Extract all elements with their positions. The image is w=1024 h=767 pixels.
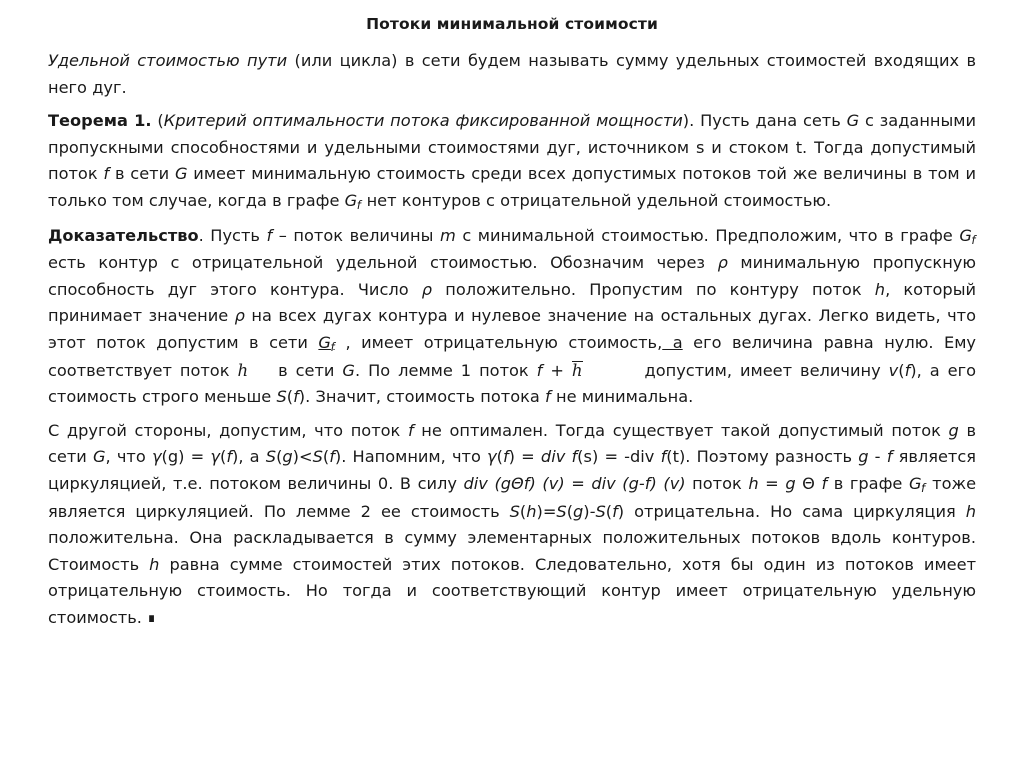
qed-square: ∎	[147, 610, 156, 627]
paren-open: (	[898, 360, 905, 380]
converse-eq-2: =	[515, 447, 541, 467]
converse-text-1: С другой стороны, допустим, что поток	[48, 420, 408, 440]
converse-eq-3: = -	[598, 447, 631, 467]
proof-text-6: положительно. Пропустим по контуру поток	[432, 279, 875, 299]
symbol-residual-sub-f: f	[330, 340, 335, 355]
definition-term: Удельной стоимостью пути	[48, 51, 288, 70]
proof-label: Доказательство	[48, 225, 199, 245]
symbol-residual-graph-gf	[908, 473, 926, 496]
proof-text-12: в сети	[270, 360, 343, 380]
page-title: Потоки минимальной стоимости	[366, 15, 658, 33]
paragraph-theorem-1: Теорема 1. (Критерий оптимальности потока фиксированной мощности). Пусть дана сеть G с заданными пропускными способностями и удельными стоимостями дуг, источником s и стоком t. Тогда допустимый поток f в сети G имеет минимальную стоимость среди всех допустимых потоков той же величины в том и только том случае, когда в графе $G_f$ нет контуров с отрицательной удельной стоимостью.	[48, 111, 976, 213]
operator-div: div	[540, 447, 566, 467]
operator-less-than: <	[299, 447, 313, 467]
symbol-cost-S: S	[556, 501, 567, 521]
symbol-flow-g: g	[858, 447, 869, 467]
theorem-part-4: имеет минимальную стоимость среди всех допустимых потоков той же величины в том и только том случае, когда в графе	[48, 164, 976, 210]
converse-text-11: тоже является циркуляцией. По лемме 2 ее стоимость	[48, 473, 977, 521]
symbol-residual-sub-f: f	[971, 233, 976, 248]
symbol-residual-sub-f: f	[921, 481, 926, 496]
symbol-flow-g: g	[573, 501, 584, 521]
converse-text-10: в графе	[827, 473, 909, 493]
converse-text-7: . Поэтому разность	[685, 447, 859, 467]
proof-text-16: , а его стоимость строго меньше	[48, 360, 976, 407]
symbol-flow-f: f	[293, 387, 299, 407]
symbol-h-bar: h	[571, 360, 583, 380]
symbol-cost-S: S	[509, 501, 520, 521]
proof-text-9: , имеет отрицательную стоимость,	[335, 332, 663, 352]
symbol-network-g: G	[93, 447, 106, 467]
symbol-v: v	[888, 360, 899, 380]
theorem-label: Теорема 1.	[48, 111, 152, 131]
paragraph-proof: Доказательство. Пусть f – поток величины m с минимальной стоимостью. Предположим, что в графе $G_f$ есть контур с отрицательной удельной стоимостью. Обозначим через ρ минимальную пропускную способность дуг этого контура. Число ρ положительно. Пропустим по контуру поток h, который принимает значение ρ на всех дугах контура и нулевое значение на остальных дугах. Легко видеть, что этот поток допустим в сети $G_f$ , имеет отрицательную стоимость, а его величина равна нулю. Ему соответствует поток h в сети G. По лемме 1 поток f + h допустим, имеет величину v(f), а его стоимость строго меньше S(f). Значит, стоимость потока f не минимальна.	[48, 225, 976, 407]
symbol-flow-f: f	[103, 164, 110, 184]
symbol-flow-f: f	[571, 447, 578, 467]
paren-close: )	[910, 360, 917, 380]
symbol-flow-f: f	[502, 447, 509, 467]
symbol-flow-f: f	[886, 447, 893, 467]
symbol-sink-t: t	[672, 447, 679, 467]
symbol-flow-g: g	[785, 473, 796, 493]
converse-text-3: в сети	[48, 420, 976, 467]
symbol-flow-f: f	[545, 387, 551, 407]
symbol-gamma: γ	[151, 447, 162, 467]
symbol-cost-S: S	[265, 447, 277, 467]
converse-text-4: , что	[105, 447, 152, 467]
proof-text-2: – поток величины	[272, 225, 440, 245]
operator-theta: Θ	[511, 473, 524, 493]
converse-text-5: , а	[238, 447, 266, 467]
symbol-value-m: m	[439, 225, 456, 245]
operator-div: div	[630, 447, 655, 467]
symbol-residual-graph-gf	[344, 190, 362, 213]
converse-text-2: не оптимален. Тогда существует такой допустимый поток	[413, 420, 949, 440]
operator-theta: Θ	[802, 473, 815, 493]
theorem-part-3: в сети	[109, 164, 175, 184]
symbol-residual-graph-gf	[318, 332, 335, 355]
symbol-flow-f: f	[523, 473, 530, 493]
symbol-flow-h: h	[526, 501, 537, 521]
symbol-residual-g: G	[959, 225, 972, 245]
operator-div: div	[463, 473, 488, 493]
symbol-flow-f: f	[536, 360, 543, 380]
proof-text-11: его величина равна нулю. Ему соответствует поток	[48, 332, 976, 380]
converse-text-13: положительна. Она раскладывается в сумму элементарных положительных потоков вдоль контуров. Стоимость	[48, 528, 976, 574]
symbol-flow-g: g	[500, 473, 512, 493]
operator-equals: =	[542, 501, 557, 521]
symbol-flow-h: h	[874, 279, 886, 299]
symbol-flow-g: g	[628, 473, 639, 493]
symbol-residual-g: G	[908, 473, 922, 493]
symbol-gamma: γ	[487, 447, 497, 467]
symbol-flow-f: f	[266, 225, 273, 245]
symbol-flow-h: h	[965, 501, 976, 521]
symbol-flow-f: f	[660, 447, 667, 467]
proof-text-4: есть контур с отрицательной удельной стоимостью. Обозначим через	[48, 253, 718, 273]
symbol-residual-sub-f: f	[356, 198, 361, 213]
proof-text-14: +	[542, 360, 572, 380]
proof-text-5: минимальную пропускную способность дуг этого контура. Число	[48, 253, 976, 299]
converse-eq-5: =	[758, 473, 786, 493]
paragraph-definition	[48, 48, 976, 101]
proof-text-7: , который принимает значение	[48, 279, 976, 326]
symbol-flow-h: h	[748, 473, 759, 493]
symbol-cost-S: S	[312, 447, 323, 467]
converse-text-8: является циркуляцией, т.е. потоком величины 0. В силу	[48, 447, 976, 493]
proof-text-17: . Значит, стоимость потока	[305, 387, 546, 407]
symbol-residual-g: G	[318, 332, 331, 352]
operator-minus: -	[638, 473, 645, 493]
converse-text-12: отрицательна. Но сама циркуляция	[624, 501, 966, 521]
proof-text-10: а	[662, 332, 683, 352]
operator-minus: -	[589, 501, 596, 521]
symbol-rho: ρ	[421, 279, 433, 299]
symbol-flow-g: g	[282, 447, 293, 467]
theorem-part-2: с заданными пропускными способностями и удельными стоимостями дуг, источником s и стоком t. Тогда допустимый поток	[48, 111, 976, 184]
proof-text-18: не минимальна.	[550, 387, 694, 407]
symbol-flow-f: f	[644, 473, 651, 493]
symbol-flow-f: f	[407, 420, 414, 440]
converse-text-14: равна сумме стоимостей этих потоков. Следовательно, хотя бы один из потоков имеет отрицательную стоимость. Но тогда и соответствующий контур имеет отрицательную удельную стоимость.	[48, 554, 977, 627]
proof-text-13: . По лемме 1 поток	[354, 360, 537, 380]
converse-text-9: поток	[685, 473, 749, 493]
symbol-gamma: γ	[210, 447, 220, 467]
paragraph-converse: С другой стороны, допустим, что поток f не оптимален. Тогда существует такой допустимый поток g в сети G, что γ(g) = γ(f), а S(g)<S(f). Напомним, что γ(f) = div f(s) = -div f(t). Поэтому разность g - f является циркуляцией, т.е. потоком величины 0. В силу div (gΘf) (v) = div (g-f) (v) поток h = g Θ f в графе $G_f$ тоже является циркуляцией. По лемме 2 ее стоимость S(h)=S(g)-S(f) отрицательна. Но сама циркуляция h положительна. Она раскладывается в сумму элементарных положительных потоков вдоль контуров. Стоимость h равна сумме стоимостей этих потоков. Следовательно, хотя бы один из потоков имеет отрицательную стоимость. Но тогда и соответствующий контур имеет отрицательную удельную стоимость. ∎	[48, 420, 977, 627]
operator-div: div	[591, 473, 616, 493]
symbol-network-g-2: G	[174, 164, 188, 184]
theorem-part-5: нет контуров с отрицательной удельной стоимостью.	[361, 190, 832, 210]
symbol-flow-g: g	[167, 447, 179, 467]
symbol-network-g: G	[342, 360, 355, 380]
symbol-flow-h: h	[149, 554, 160, 574]
converse-eq-1: =	[184, 447, 211, 467]
symbol-rho: ρ	[234, 306, 245, 326]
symbol-vertex-v: v	[548, 473, 559, 493]
symbol-cost-S: S	[276, 387, 287, 407]
symbol-h-bar: h	[237, 360, 249, 380]
proof-text-8: на всех дугах контура и нулевое значение на остальных дугах. Легко видеть, что этот поток допустим в сети	[48, 306, 976, 352]
symbol-flow-f: f	[226, 447, 233, 467]
symbol-vertex-v: v	[669, 473, 680, 493]
proof-text-1: . Пусть	[198, 225, 267, 245]
converse-text-6: . Напомним, что	[341, 447, 488, 467]
converse-eq-4: =	[564, 473, 592, 493]
symbol-residual-graph-gf	[959, 225, 976, 248]
symbol-source-s: s	[583, 447, 592, 467]
symbol-flow-f: f	[612, 501, 618, 521]
symbol-flow-f: f	[329, 447, 335, 467]
theorem-part-1: ). Пусть дана сеть	[682, 111, 847, 131]
theorem-name: Критерий оптимальности потока фиксированной мощности	[163, 111, 683, 131]
proof-text-15: допустим, имеет величину	[644, 360, 889, 380]
symbol-network-g: G	[846, 111, 860, 131]
operator-minus: -	[868, 447, 887, 467]
symbol-flow-f: f	[904, 360, 911, 380]
symbol-rho: ρ	[717, 253, 728, 273]
definition-rest: (или цикла) в сети будем называть сумму удельных стоимостей входящих в него дуг.	[48, 51, 976, 97]
symbol-flow-f: f	[821, 473, 828, 493]
proof-text-3: с минимальной стоимостью. Предположим, что в графе	[455, 225, 960, 245]
symbol-flow-g: g	[948, 420, 959, 440]
symbol-cost-S: S	[595, 501, 606, 521]
symbol-residual-g: G	[344, 190, 358, 210]
